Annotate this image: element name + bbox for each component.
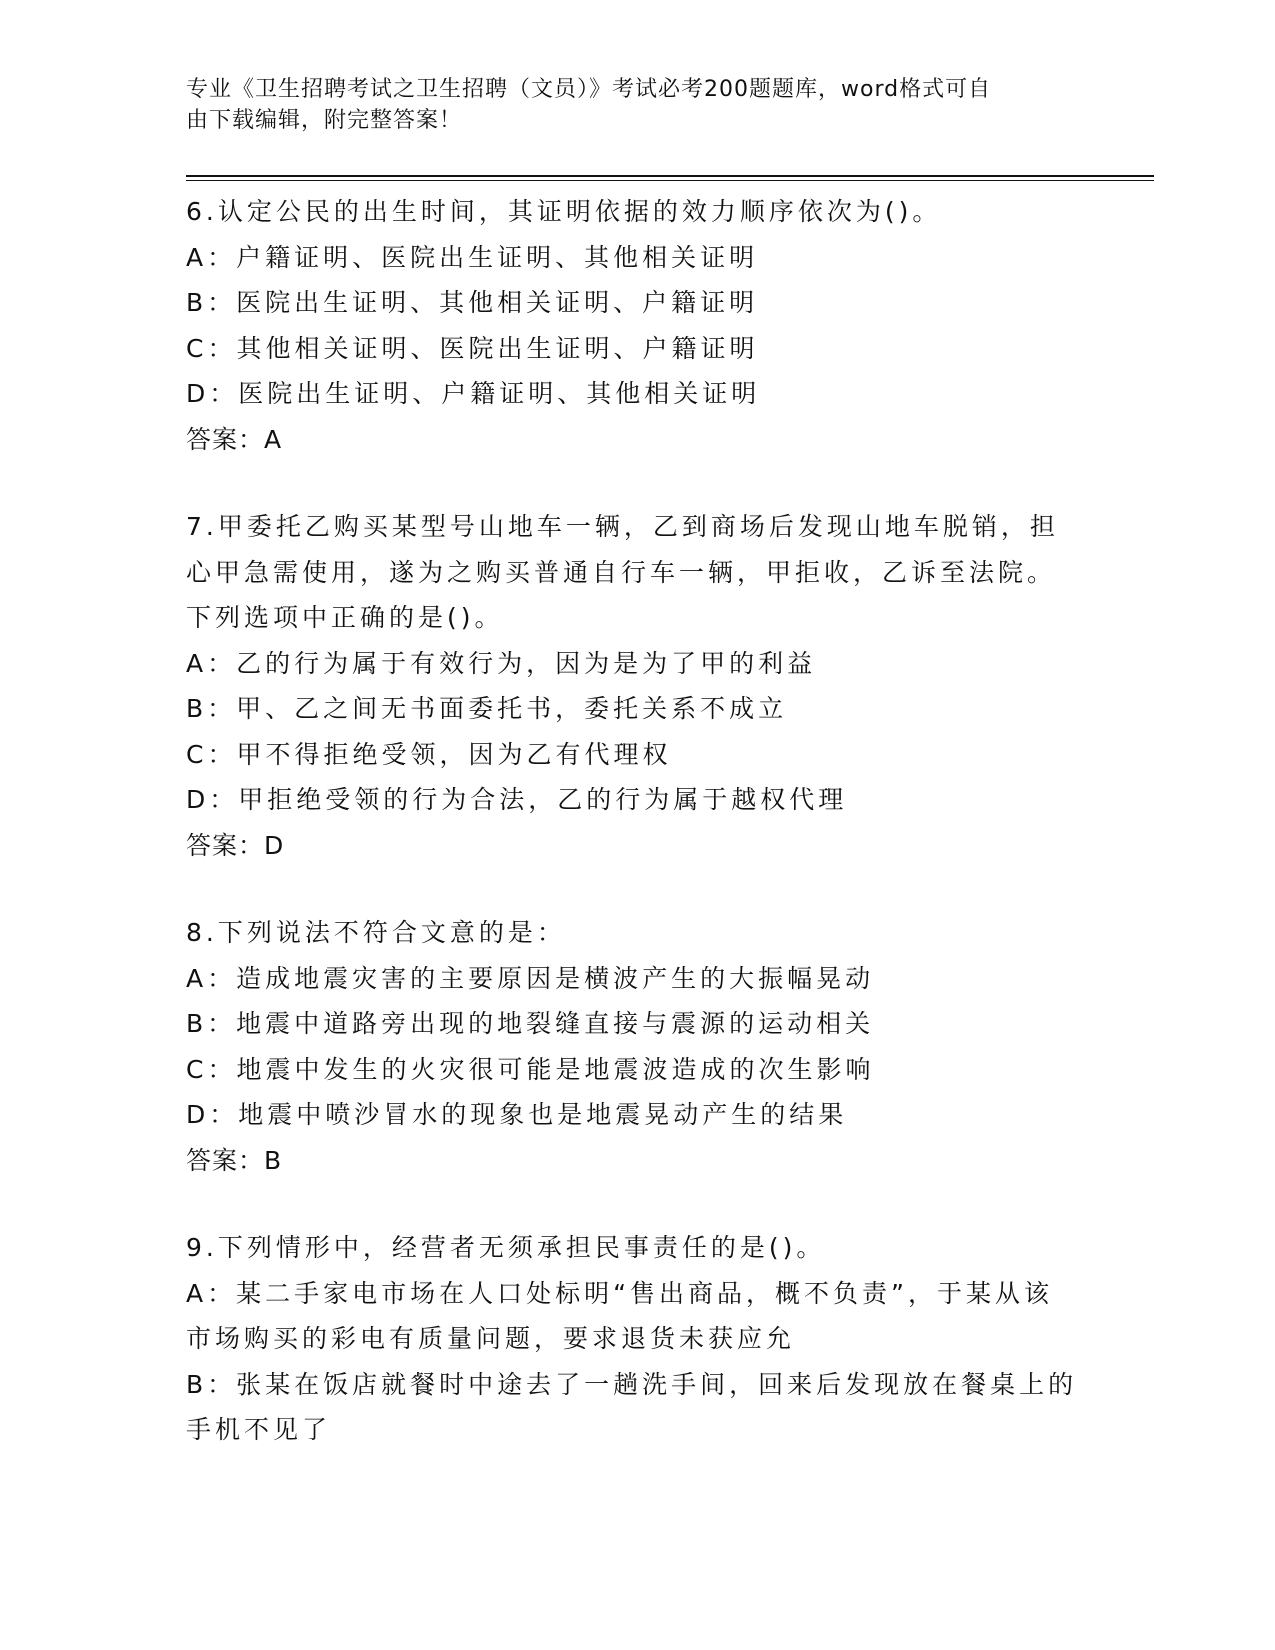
option-b: B：医院出生证明、其他相关证明、户籍证明 <box>186 288 759 317</box>
option-a: A：造成地震灾害的主要原因是横波产生的大振幅晃动 <box>186 963 875 993</box>
answer-line: 答案：A <box>186 424 283 454</box>
header-divider-thick <box>186 175 1154 177</box>
option-a: A：乙的行为属于有效行为，因为是为了甲的利益 <box>186 648 817 678</box>
option-a-line-2: 市场购买的彩电有质量问题，要求退货未获应允 <box>186 1324 796 1353</box>
option-d: D：医院出生证明、户籍证明、其他相关证明 <box>186 379 761 408</box>
header-divider-thin <box>186 180 1154 181</box>
option-a: A：户籍证明、医院出生证明、其他相关证明 <box>186 242 759 272</box>
option-d: D：地震中喷沙冒水的现象也是地震晃动产生的结果 <box>186 1100 848 1129</box>
option-c: C：甲不得拒绝受领，因为乙有代理权 <box>186 739 672 769</box>
header-line-2: 由下载编辑，附完整答案！ <box>186 108 463 133</box>
option-b: B：甲、乙之间无书面委托书，委托关系不成立 <box>186 694 788 723</box>
option-b-line-1: B：张某在饭店就餐时中途去了一趟洗手间，回来后发现放在餐桌上的 <box>186 1369 1078 1399</box>
option-a-line-1: A：某二手家电市场在人口处标明“售出商品，概不负责”，于某从该 <box>186 1278 1054 1308</box>
question-list <box>186 189 1086 1495</box>
option-d: D：甲拒绝受领的行为合法，乙的行为属于越权代理 <box>186 785 848 814</box>
question-6 <box>186 189 1086 462</box>
question-stem: 8.下列说法不符合文意的是： <box>186 918 566 947</box>
header-line-1: 专业《卫生招聘考试之卫生招聘（文员）》考试必考200题题库，word格式可自 <box>186 77 992 102</box>
answer-line: 答案：B <box>186 1145 283 1175</box>
option-b-line-2: 手机不见了 <box>186 1415 332 1444</box>
question-stem-line-3: 下列选项中正确的是()。 <box>186 603 504 632</box>
question-stem-line-2: 心甲急需使用，遂为之购买普通自行车一辆，甲拒收，乙诉至法院。 <box>186 557 1057 587</box>
option-c: C：其他相关证明、医院出生证明、户籍证明 <box>186 333 759 363</box>
question-8 <box>186 910 1086 1183</box>
question-9 <box>186 1225 1086 1453</box>
question-stem: 6.认定公民的出生时间，其证明依据的效力顺序依次为()。 <box>186 197 942 226</box>
question-7 <box>186 504 1086 868</box>
question-stem-line-1: 7.甲委托乙购买某型号山地车一辆，乙到商场后发现山地车脱销，担 <box>186 512 1059 541</box>
option-b: B：地震中道路旁出现的地裂缝直接与震源的运动相关 <box>186 1009 875 1038</box>
document-header <box>186 74 1066 136</box>
question-stem: 9.下列情形中，经营者无须承担民事责任的是()。 <box>186 1233 826 1262</box>
answer-line: 答案：D <box>186 830 285 860</box>
option-c: C：地震中发生的火灾很可能是地震波造成的次生影响 <box>186 1054 875 1084</box>
